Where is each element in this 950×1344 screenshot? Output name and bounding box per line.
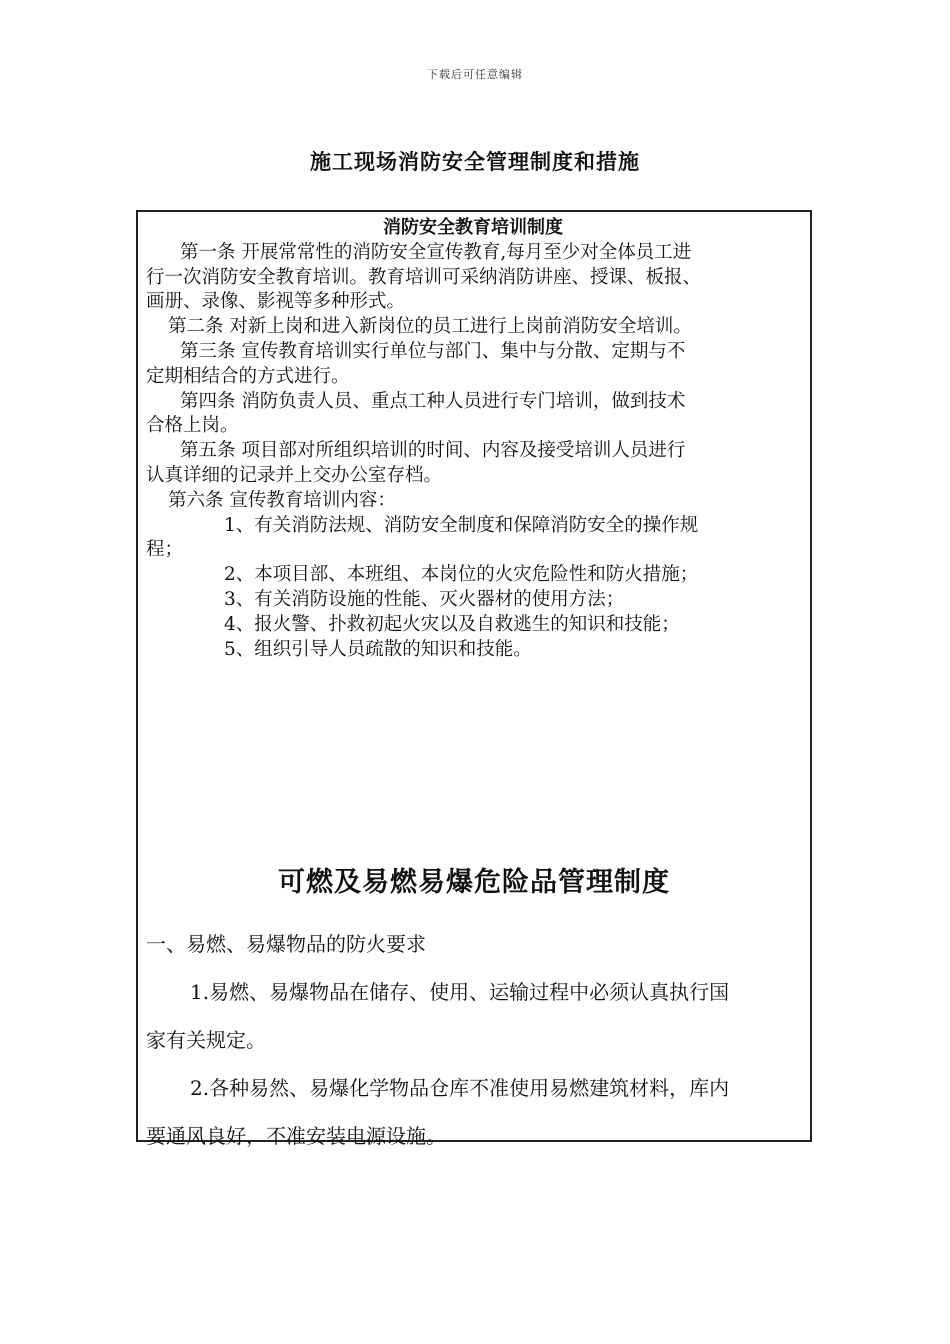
article-list — [146, 241, 816, 663]
document-title: 施工现场消防安全管理制度和措施 — [310, 150, 640, 174]
hazard-item-line: 1.易燃、易爆物品在储存、使用、运输过程中必须认真执行国 — [190, 980, 730, 1004]
article-line: 第六条 宣传教育培训内容： — [168, 489, 396, 511]
article-paragraph — [146, 613, 816, 638]
article-paragraph — [146, 563, 816, 588]
article-paragraph — [146, 340, 816, 390]
article-paragraph — [146, 315, 816, 340]
article-line: 1、有关消防法规、消防安全制度和保障消防安全的操作规 — [224, 514, 699, 536]
article-line: 2、本项目部、本班组、本岗位的火灾危险性和防火措施； — [224, 564, 699, 586]
article-line: 第二条 对新上岗和进入新岗位的员工进行上岗前消防安全培训。 — [168, 316, 692, 338]
article-line: 第一条 开展常常性的消防安全宣传教育,每月至少对全体员工进 — [180, 241, 692, 263]
article-line: 画册、录像、影视等多种形式。 — [146, 291, 406, 313]
training-section — [146, 216, 816, 662]
hazard-section — [146, 920, 806, 1160]
hazard-item-line: 家有关规定。 — [146, 1028, 266, 1052]
article-line: 合格上岗。 — [146, 415, 239, 437]
section-title: 消防安全教育培训制度 — [383, 217, 563, 238]
article-line: 5、组织引导人员疏散的知识和技能。 — [224, 638, 532, 660]
article-paragraph — [146, 638, 816, 663]
article-paragraph — [146, 439, 816, 489]
article-line: 第三条 宣传教育培训实行单位与部门、集中与分散、定期与不 — [180, 340, 686, 362]
article-paragraph — [146, 390, 816, 440]
article-line: 定期相结合的方式进行。 — [146, 365, 350, 387]
hazard-item-line: 要通风良好，不准安装电源设施。 — [146, 1124, 446, 1148]
article-paragraph — [146, 241, 816, 315]
article-paragraph — [146, 489, 816, 514]
article-line: 第四条 消防负责人员、重点工种人员进行专门培训，做到技术 — [180, 390, 686, 412]
article-paragraph — [146, 514, 816, 564]
article-line: 程； — [146, 539, 184, 561]
article-line: 3、有关消防设施的性能、灭火器材的使用方法； — [224, 588, 625, 610]
article-line: 认真详细的记录并上交办公室存档。 — [146, 464, 443, 486]
content-frame — [136, 210, 812, 1148]
header-note: 下载后可任意编辑 — [427, 68, 523, 81]
hazard-item-list — [146, 968, 806, 1160]
hazard-item-line: 2.各种易然、易爆化学物品仓库不准使用易燃建筑材料，库内 — [190, 1076, 730, 1100]
article-line: 4、报火警、扑救初起火灾以及自救逃生的知识和技能； — [224, 613, 680, 635]
article-paragraph — [146, 588, 816, 613]
article-line: 行一次消防安全教育培训。教育培训可采纳消防讲座、授课、板报、 — [146, 266, 702, 288]
article-line: 第五条 项目部对所组织培训的时间、内容及接受培训人员进行 — [180, 440, 686, 462]
hazard-heading: 一、易燃、易爆物品的防火要求 — [146, 932, 426, 956]
hazard-section-title: 可燃及易燃易爆危险品管理制度 — [278, 867, 670, 898]
